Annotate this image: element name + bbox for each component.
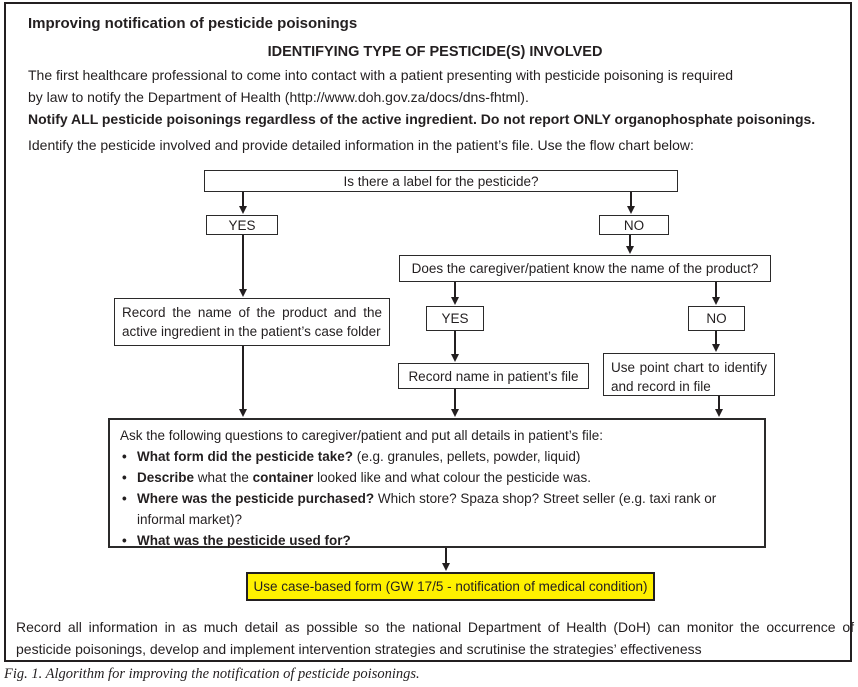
notify-warning: Notify ALL pesticide poisonings regardless of the active ingredient. Do not report ONLY organophosphate poisonings.	[28, 111, 816, 127]
flow-arrow-no1-q2	[629, 235, 631, 246]
flow-box-point-chart	[603, 353, 775, 396]
flow-box-no-2: NO	[688, 306, 745, 331]
section-title: Improving notification of pesticide poisonings	[28, 15, 358, 32]
record-product-line-2: active ingredient in the patient’s case folder	[122, 324, 381, 339]
flow-arrow-record-questions	[242, 346, 244, 409]
flow-arrow-q2-no	[715, 282, 717, 297]
intro-text	[28, 64, 733, 108]
question-bullet-form: • What form did the pesticide take? (e.g. granules, pellets, powder, liquid)	[120, 446, 752, 467]
questions-bullet-list	[120, 446, 752, 551]
flow-arrow-q1-no	[630, 192, 632, 206]
flow-arrow-no2-pointchart	[715, 331, 717, 344]
flow-box-question-label: Is there a label for the pesticide?	[204, 170, 678, 192]
flow-arrow-yes1-record	[242, 235, 244, 289]
point-chart-line-2: and record in file	[611, 379, 711, 394]
instruction-text: Identify the pesticide involved and provide detailed information in the patient’s file. Use the flow chart below:	[28, 137, 694, 153]
footer-note: Record all information in as much detail as possible so the national Department of Health (DoH) can monitor the occurrence of pesticide poisonings, develop and implement intervention strategies and scrutinise the strategies’ effectiveness	[16, 619, 854, 657]
flow-arrow-recordname-questions	[454, 389, 456, 409]
flow-arrow-pointchart-questions	[718, 396, 720, 409]
figure-frame	[4, 2, 852, 662]
record-product-line-1: Record the name of the product and the	[122, 305, 382, 320]
question-bullet-purchased: • Where was the pesticide purchased? Which store? Spaza shop? Street seller (e.g. taxi rank or informal market)?	[120, 488, 752, 530]
flow-arrow-yes2-recordname	[454, 331, 456, 354]
flow-box-record-name: Record name in patient’s file	[398, 363, 589, 389]
flowchart-heading: IDENTIFYING TYPE OF PESTICIDE(S) INVOLVED	[267, 44, 603, 60]
flow-box-no-1: NO	[599, 215, 669, 235]
flow-box-yes-2: YES	[426, 306, 484, 331]
question-bullet-used-for: • What was the pesticide used for?	[120, 530, 752, 551]
flow-arrow-q1-yes	[242, 192, 244, 206]
flow-box-yes-1: YES	[206, 215, 278, 235]
figure-caption: Fig. 1. Algorithm for improving the notification of pesticide poisonings.	[4, 666, 420, 682]
question-bullet-describe: • Describe what the container looked like and what colour the pesticide was.	[120, 467, 752, 488]
flow-box-record-product	[114, 298, 390, 346]
flow-box-question-product-name: Does the caregiver/patient know the name of the product?	[399, 255, 771, 282]
flow-box-questions-list	[108, 418, 766, 548]
intro-line-1: The first healthcare professional to come into contact with a patient presenting with pesticide poisoning is required	[28, 67, 734, 83]
intro-line-2: by law to notify the Department of Health (http://www.doh.gov.za/docs/dns-fhtml).	[28, 89, 529, 105]
flow-arrow-questions-final	[445, 548, 447, 563]
point-chart-line-1: Use point chart to identify	[611, 360, 767, 375]
flow-arrow-q2-yes	[454, 282, 456, 297]
questions-intro: Ask the following questions to caregiver/patient and put all details in patient’s file:	[120, 428, 604, 443]
flow-box-final-action: Use case-based form (GW 17/5 - notification of medical condition)	[246, 572, 655, 601]
